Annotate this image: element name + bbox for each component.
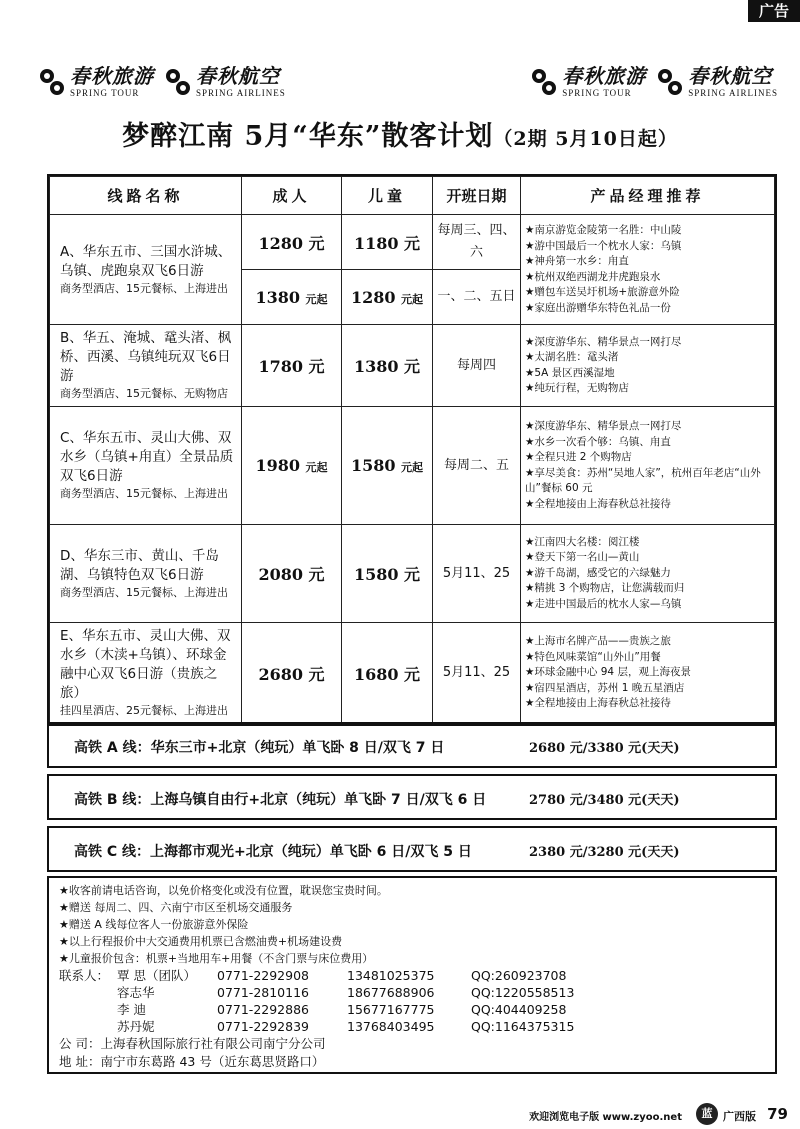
recommend-item: ★江南四大名楼：阅江楼	[525, 535, 640, 548]
spring-swirl-icon	[656, 67, 684, 97]
recommend-item: ★家庭出游赠华东特色礼品一份	[525, 301, 671, 314]
contact-mobile: 13481025375	[347, 968, 435, 983]
logo-air-en: SPRING AIRLINES	[688, 88, 778, 98]
adult-price: 2080 元	[242, 525, 342, 623]
recommend-item: ★全程地接由上海春秋总社接待	[525, 697, 671, 710]
contact-tel: 0771-2292839	[217, 1019, 309, 1034]
schedule: 5月11、25	[433, 525, 521, 623]
recommend-cell	[521, 215, 775, 325]
company-address: 地 址：南宁市东葛路 43 号（近东葛思贤路口）	[59, 1054, 325, 1069]
recommend-item: ★深度游华东、精华景点一网打尽	[525, 420, 682, 432]
recommend-item: ★精挑 3 个购物店，让您满载而归	[525, 582, 685, 595]
header-child: 儿童	[342, 177, 433, 215]
logo-tour-cn: 春秋旅游	[70, 64, 154, 88]
logo-tour-cn: 春秋旅游	[562, 64, 647, 88]
logo-air-cn: 春秋航空	[196, 64, 280, 88]
spring-airlines-logo	[656, 66, 778, 98]
schedule: 一、二、五日	[433, 270, 521, 325]
footer-site: 欢迎浏览电子版 www.zyoo.net	[529, 1112, 682, 1123]
schedule: 每周二、五	[433, 407, 521, 525]
page-title	[0, 114, 800, 153]
route-hotel: 挂四星酒店、25元餐标、上海进出	[60, 704, 228, 717]
contact-tel: 0771-2810116	[217, 985, 309, 1000]
recommend-item: ★神舟第一水乡：甪直	[525, 255, 629, 267]
route-name: E、华东五市、灵山大佛、双水乡（木渎+乌镇）、环球金融中心双飞6日游（贵族之旅）	[60, 628, 231, 701]
table-header	[50, 177, 775, 215]
recommend-item: ★水乡一次看个够：乌镇、甪直	[525, 435, 671, 448]
recommend-item: ★走进中国最后的枕水人家—乌镇	[525, 597, 682, 610]
recommend-cell	[521, 623, 775, 724]
note-item: ★儿童报价包含：机票+当地用车+用餐（不含门票与床位费用）	[59, 952, 374, 965]
recommend-item: ★上海市名牌产品——贵族之旅	[525, 635, 671, 648]
recommend-cell	[521, 407, 775, 525]
route-cell	[50, 525, 242, 623]
route-hotel: 商务型酒店、15元餐标、上海进出	[60, 281, 228, 295]
recommend-item: ★5A 景区西溪湿地	[525, 366, 615, 379]
logo-air-en: SPRING AIRLINES	[196, 88, 286, 98]
spring-swirl-icon	[530, 67, 558, 97]
route-cell	[50, 623, 242, 724]
note-item: ★以上行程报价中大交通费用机票已含燃油费+机场建设费	[59, 935, 343, 948]
contact-name: 苏丹妮	[117, 1019, 155, 1034]
note-item: ★赠送 每周二、四、六南宁市区至机场交通服务	[59, 901, 293, 914]
contact-mobile: 15677167775	[347, 1002, 435, 1017]
route-name: C、华东五市、灵山大佛、双水乡（乌镇+甪直）全景品质双飞6日游	[60, 430, 234, 484]
edition-badge-icon: 蓝	[696, 1103, 718, 1125]
schedule: 5月11、25	[433, 623, 521, 724]
logo-group-right	[530, 60, 778, 104]
recommend-cell	[521, 525, 775, 623]
recommend-item: ★享尽美食：苏州“吴地人家”，杭州百年老店“山外山”餐标 60 元	[525, 466, 761, 494]
header-adult: 成人	[242, 177, 342, 215]
rail-line-a	[47, 722, 777, 768]
route-cell	[50, 325, 242, 407]
spring-swirl-icon	[38, 67, 66, 97]
route-hotel: 商务型酒店、15元餐标、上海进出	[60, 585, 228, 599]
contact-row	[59, 984, 765, 1001]
contact-row	[59, 967, 765, 984]
recommend-item: ★赠包车送吴圩机场+旅游意外险	[525, 286, 680, 298]
table-row	[50, 325, 775, 407]
title-sub: （2期 5月10日起）	[493, 128, 678, 150]
footer-edition: 广西版	[723, 1110, 756, 1123]
child-price: 1180 元	[342, 215, 433, 270]
logo-air-cn: 春秋航空	[688, 64, 773, 88]
contact-tel: 0771-2292886	[217, 1002, 309, 1017]
page-footer	[0, 1101, 800, 1129]
logo-tour-en: SPRING TOUR	[562, 88, 632, 98]
contact-qq: QQ:404409258	[471, 1002, 567, 1017]
schedule: 每周四	[433, 325, 521, 407]
child-price: 1580 元起	[342, 407, 433, 525]
recommend-item: ★全程只进 2 个购物店	[525, 451, 632, 463]
schedule: 每周三、四、六	[433, 215, 521, 270]
spring-airlines-logo	[164, 66, 286, 98]
spring-tour-logo	[38, 66, 154, 98]
recommend-item: ★特色风味菜馆“山外山”用餐	[525, 650, 661, 663]
page-number: 79	[767, 1105, 788, 1123]
contact-qq: QQ:1220558513	[471, 985, 575, 1000]
notes-box	[47, 876, 777, 1074]
route-hotel: 商务型酒店、15元餐标、上海进出	[60, 487, 228, 500]
logo-group-left	[38, 60, 286, 104]
recommend-item: ★深度游华东、精华景点一网打尽	[525, 335, 682, 348]
child-price: 1680 元	[342, 623, 433, 724]
contact-row	[59, 1018, 765, 1035]
contact-tel: 0771-2292908	[217, 968, 309, 983]
recommend-item: ★太湖名胜：鼋头渚	[525, 351, 619, 363]
route-name: B、华五、淹城、鼋头渚、枫桥、西溪、乌镇纯玩双飞6日游	[60, 330, 232, 384]
contact-row	[59, 1001, 765, 1018]
child-price: 1380 元	[342, 325, 433, 407]
contact-name: 容志华	[117, 985, 155, 1000]
adult-price: 1980 元起	[242, 407, 342, 525]
header-schedule: 开班日期	[433, 177, 521, 215]
adult-price: 1280 元	[242, 215, 342, 270]
child-price: 1580 元	[342, 525, 433, 623]
contact-mobile: 18677688906	[347, 985, 435, 1000]
rail-name: 高铁 A 线：华东三市+北京（纯玩）单飞卧 8 日/双飞 7 日	[74, 740, 445, 756]
recommend-item: ★游千岛湖，感受它的六绿魅力	[525, 566, 671, 579]
contact-mobile: 13768403495	[347, 1019, 435, 1034]
company-name: 公 司：上海春秋国际旅行社有限公司南宁分公司	[59, 1036, 326, 1051]
route-name: A、华东五市、三国水浒城、乌镇、虎跑泉双飞6日游	[60, 243, 232, 279]
table-row	[50, 525, 775, 623]
recommend-item: ★全程地接由上海春秋总社接待	[525, 497, 671, 510]
recommend-item: ★游中国最后一个枕水人家：乌镇	[525, 239, 682, 252]
spring-tour-logo	[530, 66, 646, 98]
table-row	[50, 623, 775, 724]
note-item: ★赠送 A 线每位客人一份旅游意外保险	[59, 918, 249, 931]
recommend-item: ★环球金融中心 94 层，观上海夜景	[525, 666, 691, 679]
adult-price: 1780 元	[242, 325, 342, 407]
child-price: 1280 元起	[342, 270, 433, 325]
table-row	[50, 407, 775, 525]
contact-name: 覃 思（团队）	[117, 968, 196, 983]
rail-price: 2780 元/3480 元(天天)	[529, 793, 680, 808]
recommend-cell	[521, 325, 775, 407]
title-main: 梦醉江南 5月“华东”散客计划	[122, 121, 494, 152]
recommend-item: ★宿四星酒店，苏州 1 晚五星酒店	[525, 681, 685, 694]
header-route: 线路名称	[50, 177, 242, 215]
table-row	[50, 215, 775, 270]
rail-price: 2680 元/3380 元(天天)	[529, 741, 680, 756]
contacts-label: 联系人：	[59, 968, 110, 983]
route-table	[47, 174, 777, 726]
route-cell	[50, 215, 242, 325]
route-cell	[50, 407, 242, 525]
ad-tag: 广告	[748, 0, 800, 22]
recommend-item: ★杭州双绝西湖龙井虎跑泉水	[525, 270, 661, 283]
note-item: ★收客前请电话咨询，以免价格变化或没有位置，耽误您宝贵时间。	[59, 884, 388, 897]
rail-line-b	[47, 774, 777, 820]
header-recommend: 产品经理推荐	[521, 177, 775, 215]
recommend-item: ★纯玩行程，无购物店	[525, 382, 629, 394]
spring-swirl-icon	[164, 67, 192, 97]
recommend-item: ★南京游览金陵第一名胜：中山陵	[525, 224, 682, 236]
rail-name: 高铁 C 线：上海都市观光+北京（纯玩）单飞卧 6 日/双飞 5 日	[74, 844, 472, 860]
route-hotel: 商务型酒店、15元餐标、无购物店	[60, 387, 228, 400]
contact-qq: QQ:260923708	[471, 968, 567, 983]
rail-line-c	[47, 826, 777, 872]
adult-price: 1380 元起	[242, 270, 342, 325]
contact-qq: QQ:1164375315	[471, 1019, 575, 1034]
rail-price: 2380 元/3280 元(天天)	[529, 845, 680, 860]
recommend-item: ★登天下第一名山—黄山	[525, 551, 640, 564]
rail-name: 高铁 B 线：上海乌镇自由行+北京（纯玩）单飞卧 7 日/双飞 6 日	[74, 792, 487, 808]
route-name: D、华东三市、黄山、千岛湖、乌镇特色双飞6日游	[60, 547, 219, 583]
contact-name: 李 迪	[117, 1002, 146, 1017]
logo-tour-en: SPRING TOUR	[70, 88, 140, 98]
adult-price: 2680 元	[242, 623, 342, 724]
